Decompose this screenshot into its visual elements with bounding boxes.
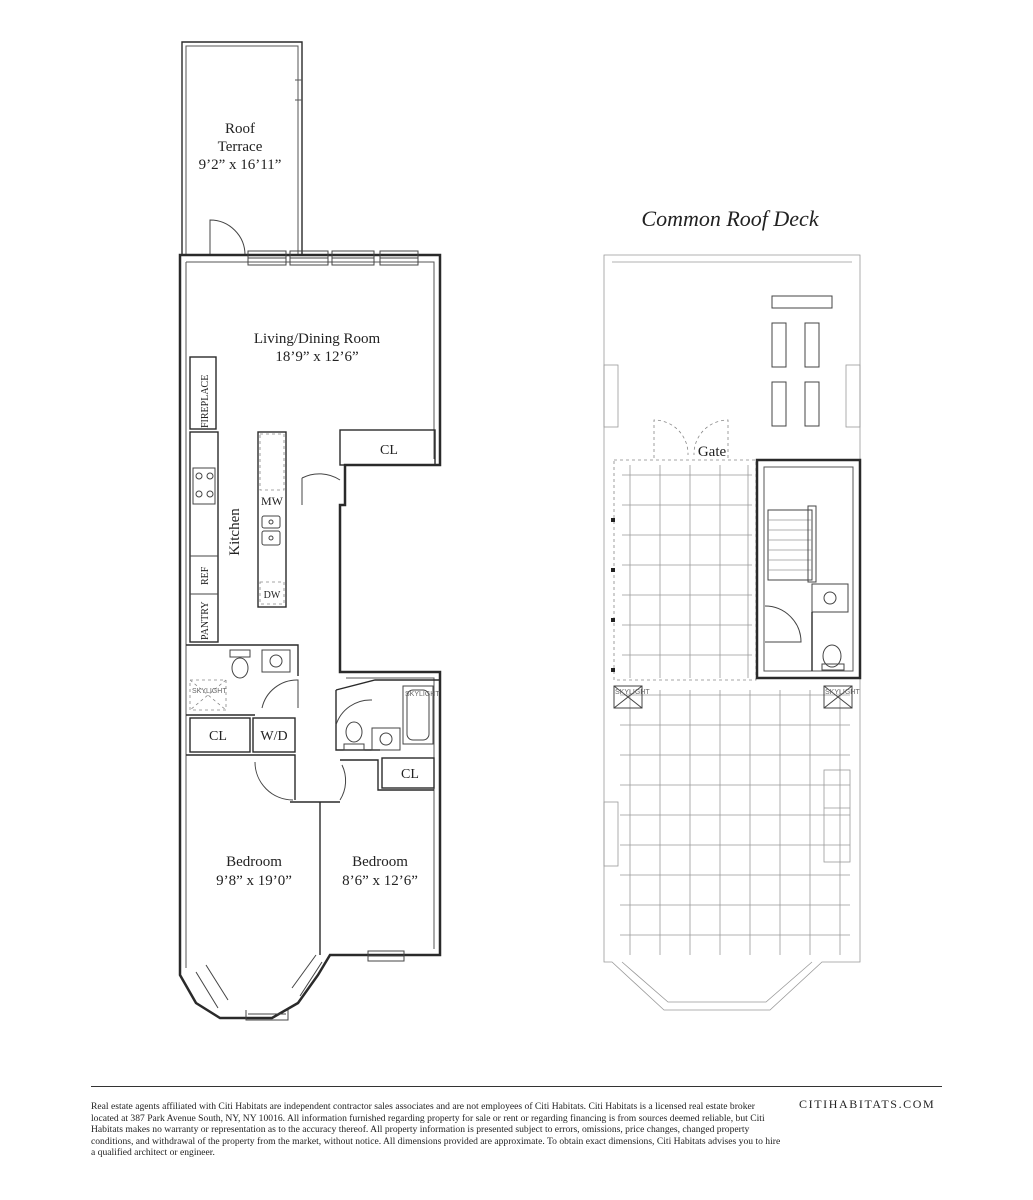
kitchen-island [258,432,286,607]
deck-skylight-left-label: SKYLIGHT [615,689,650,696]
bath2-skylight-label: SKYLIGHT [405,691,440,698]
exterior-walls [180,251,440,1020]
hall-closet-label: CL [209,729,227,744]
bedroom-2-dims: 8’6” x 12’6” [342,873,418,889]
roof-deck-title: Common Roof Deck [641,206,819,231]
dw-label: DW [263,590,281,601]
fireplace-label: FIREPLACE [200,374,211,428]
bedroom-1-label: Bedroom [226,854,282,870]
deck-skylight-right-label: SKYLIGHT [825,689,860,696]
gate-label: Gate [697,444,727,460]
bedroom-1-dims: 9’8” x 19’0” [216,873,292,889]
roof-deck-plan [604,206,860,1010]
roof-terrace [182,42,302,255]
bathroom-2 [336,680,440,750]
roof-terrace-label-line2: Terrace [217,139,263,155]
footer-divider [91,1086,942,1087]
roof-terrace-label-line1: Roof [225,121,255,137]
kitchen-counter [190,432,218,642]
living-closet-label: CL [380,443,398,458]
washer-dryer-label: W/D [260,729,288,744]
bath1-skylight-label: SKYLIGHT [192,688,227,695]
living-dining-dims: 18’9” x 12’6” [275,349,359,365]
roof-terrace-dims: 9’2” x 16’11” [198,157,282,173]
bathroom-1 [186,645,298,715]
mw-label: MW [261,494,283,508]
ref-label: REF [200,566,211,585]
bedroom2-closet-label: CL [401,767,419,782]
pantry-label: PANTRY [200,601,211,640]
legal-disclaimer: Real estate agents affiliated with Citi Habitats are independent contractor sales associates and are not employees of Citi Habitats. Citi Habitats is a licensed real estate broker located at 387 Park Avenue South, NY, NY 10016. All information furnished regarding property for sale or rent or regarding financing is from sources deemed reliable, but Citi Habitats makes no warranty or representation as to the accuracy thereof. All property information is presented subject to errors, omissions, price changes, changed property conditions, and withdrawal of the property from the market, without notice. All dimensions provided are approximate. To obtain exact dimensions, Citi Habitats advises you to hire a qualified architect or engineer. [91,1101,781,1158]
apartment-plan [180,42,440,1020]
kitchen-label: Kitchen [227,508,243,556]
bedroom-2-label: Bedroom [352,854,408,870]
stair-bulkhead [757,460,860,678]
living-dining-label: Living/Dining Room [253,331,381,347]
brand-url[interactable]: CITIHABITATS.COM [799,1097,936,1111]
